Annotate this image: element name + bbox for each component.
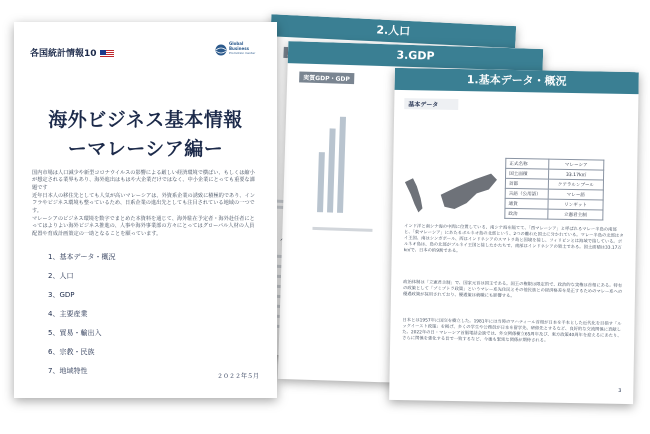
table-row: 政治 立憲君主制: [505, 208, 603, 220]
toc-item: 6、宗教・民族: [48, 348, 95, 356]
page-header: 1.基本データ・概況: [395, 68, 639, 94]
malaysia-flag-icon: [100, 50, 114, 58]
page-number: 3: [618, 387, 622, 394]
page-basic-data: [389, 68, 639, 404]
cover-title: 海外ビジネス基本情報 ーマレーシア編ー: [48, 109, 243, 160]
cover-page: [14, 22, 277, 398]
toc-item: 5、貿易・輸出入: [48, 329, 102, 337]
paragraph-geography: インド洋と南シナ海の中間に位置している、南シナ海を隔てて、「西マレーシア」と呼ばれるマレー半島の南部と、「東マレーシア」にあたるボルネオ島の北部という、2つの離れた国土に分かれている。マレー半島の北部はタイ王国、南はシンガポール、西はインドネシアのスマトラ島と国境を接し、フィリピンとは海域で接している。ボルネオ島は、島の北部がブルネイ王国と接したかたちで、南部はインドネシアの領土である。国土面積は33.17万k㎡で、日本の約9割である。: [403, 224, 624, 255]
malaysia-map-icon: [400, 168, 511, 230]
chart-columns: [313, 102, 376, 214]
series-label: 各国統計情報10: [30, 46, 114, 59]
sub-header: 基本データ: [404, 98, 458, 110]
intro-paragraph-2: 近年日本人の移住先としても人気が高いマレーシアは、外資系企業の誘致に積極的であり、インフラやビジネス環境も整っているため、日系企業の進出先としても注目されている地域の一つです。: [32, 193, 255, 214]
table-row: 国土面積 33.17k㎡: [506, 168, 604, 180]
page-header: 3.GDP: [288, 41, 544, 71]
paragraph-relations: 日本とは1957年に国交を樹立した。1981年には当時のマハティール首相が日本を手本とした近代化を目指す「ルックイースト政策」を掲げ、多くの学生や公務員が日本を留学先、研修先とするなど、良好的な交流関係に貢献した。2022年の日・マレーシア首脳電話会談では、外交関係樹立65周年及び、東方政策40周年を迎えるにあたり、さらに関係を強化する旨で一致するなど、今後も緊密な関係が期待される。: [402, 318, 622, 344]
toc-item: 3、GDP: [48, 291, 75, 299]
data-table: [504, 158, 604, 221]
page-header: 2.人口: [270, 14, 516, 48]
paragraph-politics: 政治体制は「立憲君主制」で、国家元首は国王である。国王の権限は限定的で、政治的な実権は首相にある。特有の政策として「ブミプトラ政策」というマレー系先住民とその他民族との経済格差を是正するためのマレー系への優遇政策が採用されており、優遇策は就職にも影響する。: [402, 280, 623, 300]
intro-paragraph-1: 国内市場は人口減少や新型コロナウイルスの影響による厳しい経済環境で横ばい、もしくは縮小が想定される業界もあり、海外進出はもはや大企業だけではなく、中小企業にとっても重要な課題です: [32, 170, 255, 191]
company-logo: Global Business Promotion Center: [215, 42, 261, 62]
chart-title: 実質GDP・GDP: [299, 71, 354, 84]
toc-item: 7、地域特性: [48, 367, 88, 375]
table-row: 正式名称 マレーシア: [506, 158, 604, 170]
table-row: 首都 クアラルンプール: [505, 178, 603, 190]
toc-item: 2、人口: [48, 272, 74, 280]
table-row: 通貨 リンギット: [505, 198, 603, 210]
toc-item: 1、基本データ・概況: [48, 253, 116, 261]
toc-item: 4、主要産業: [48, 310, 88, 318]
table-row: 言語（公用語） マレー語: [505, 188, 603, 200]
publish-date: ２０２２年５月: [216, 373, 259, 380]
intro-paragraph-3: マレーシアのビジネス環境を数字でまとめた本資料を通じて、海外駐在予定者・海外赴任者にとってはよりよい海外ビジネス推進の、人事や海外事業部の方々にとってはグローバル人材の人員配置や育成計画策定の一助となることを願っています。: [32, 216, 255, 237]
